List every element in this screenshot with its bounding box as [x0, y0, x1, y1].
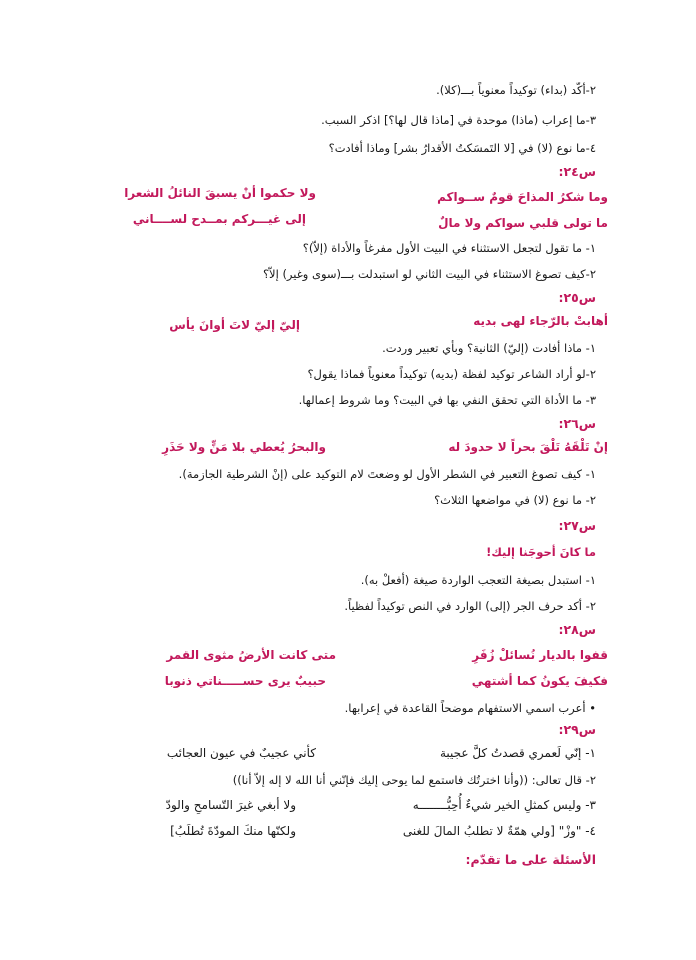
- q28-verse2-second: حبيبٌ يرى حســـــناتي ذنوبا: [164, 674, 326, 688]
- q24-question-1: ١- ما تقول لتجعل الاستثناء في البيت الأول مفرغاً والأداة (إلاّ)؟: [302, 241, 596, 255]
- q27-question-1: ١- استبدل بصيغة التعجب الواردة صيغة (أفعلْ به).: [360, 573, 596, 587]
- q23-line-2: ٢-أكّد (بداء) توكيداً معنوياً بـــ(كلا).: [436, 83, 596, 97]
- q26-verse-second: والبحرُ يُعطي بلا مَنٍّ ولا حَذَرِ: [162, 440, 326, 454]
- q24-verse1-first: وما شكرُ المذاحَ قومٌ ســواكم: [437, 190, 608, 204]
- q25-label: س٢٥:: [558, 290, 596, 305]
- q23-line-3: ٣-ما إعراب (ماذا) موحدة في [ماذا قال لها؟] اذكر السبب.: [321, 113, 596, 127]
- q29-line-4-second: ولكنّها منكَ المودّةَ تُطلَبُ]: [170, 824, 296, 838]
- q29-line-2: ٢- قال تعالى: ((وأنا اخترتُك فاستمع لما يوحى إليك فإنّني أنا الله لا إله إلاّ أنا)): [232, 773, 596, 787]
- q26-question-2: ٢- ما نوع (لا) في مواضعها الثلاث؟: [434, 493, 596, 507]
- q29-line-4-first: ٤- "وزْ" [ولي همّةٌ لا تطلبُ المالَ للغنى: [402, 824, 596, 838]
- q24-question-2: ٢-كيف تصوغ الاستثناء في البيت الثاني لو استبدلت بـــ(سوى وغير) إلاّ؟: [262, 267, 596, 281]
- q24-verse2-second: إلى غيـــركم بمــدح لســــاني: [132, 212, 306, 226]
- q24-label: س٢٤:: [558, 164, 596, 179]
- q26-verse-first: إنْ تَلْقَهُ تَلْقَ بحراً لا حدودَ له: [448, 440, 608, 454]
- questions-footer-label: الأسئلة على ما تقدّم:: [465, 852, 596, 867]
- q27-label: س٢٧:: [558, 518, 596, 533]
- q28-verse2-first: فكيفَ يكونُ كما أشتهي: [471, 674, 608, 688]
- q29-label: س٢٩:: [558, 722, 596, 737]
- q29-line-3-second: ولا أبغي غيرَ التّسامحِ والودّ: [165, 798, 296, 812]
- q29-line-1-second: كأني عجيبٌ في عيون العجائب: [166, 746, 316, 760]
- q23-line-4: ٤-ما نوع (لا) في [لا التَمسَكتُ الأقدارُ بشر] وماذا أفادت؟: [328, 141, 596, 155]
- q24-verse1-second: ولا حكموا أنْ يسبقَ النائلُ الشعرا: [124, 186, 316, 200]
- q25-question-2: ٢-لو أراد الشاعر توكيد لفظة (بديه) توكيداً معنوياً فماذا يقول؟: [307, 367, 596, 381]
- q27-question-2: ٢- أكد حرف الجر (إلى) الوارد في النص توكيداً لفظياً.: [344, 599, 596, 613]
- q25-verse-second: إليّ إليّ لاتَ أوانَ يأس: [169, 318, 300, 332]
- q28-verse1-first: قفوا بالديار نُسائلْ زُفَرِ: [472, 648, 608, 662]
- q25-question-3: ٣- ما الأداة التي تحقق النفي بها في البيت؟ وما شروط إعمالها.: [298, 393, 596, 407]
- q27-phrase: ما كانَ أحوجَنا إليك!: [486, 545, 596, 559]
- q29-line-3-first: ٣- وليس كمثلِ الخير شيءٌ أُحِبُّــــــــه: [412, 798, 596, 812]
- q26-question-1: ١- كيف تصوغ التعبير في الشطر الأول لو وضعتَ لام التوكيد على (إنْ الشرطية الجازمة).: [178, 467, 596, 481]
- q25-verse-first: أهابتْ بالرّجاء لهى بديه: [473, 314, 608, 328]
- q28-label: س٢٨:: [558, 622, 596, 637]
- q24-verse2-first: ما تولى قلبي سواكم ولا مالٌ: [438, 216, 608, 230]
- q25-question-1: ١- ماذا أفادت (إليّ) الثانية؟ وبأي تعبير وردت.: [382, 341, 596, 355]
- q26-label: س٢٦:: [558, 416, 596, 431]
- q28-verse1-second: متى كانت الأرضُ مثوى القمر: [166, 648, 336, 662]
- q29-line-1-first: ١- إنّي لَعمري قصدتُ كلَّ عجيبة: [439, 746, 596, 760]
- q28-question-1: • أعرب اسمي الاستفهام موضحاً القاعدة في إعرابها.: [344, 701, 596, 715]
